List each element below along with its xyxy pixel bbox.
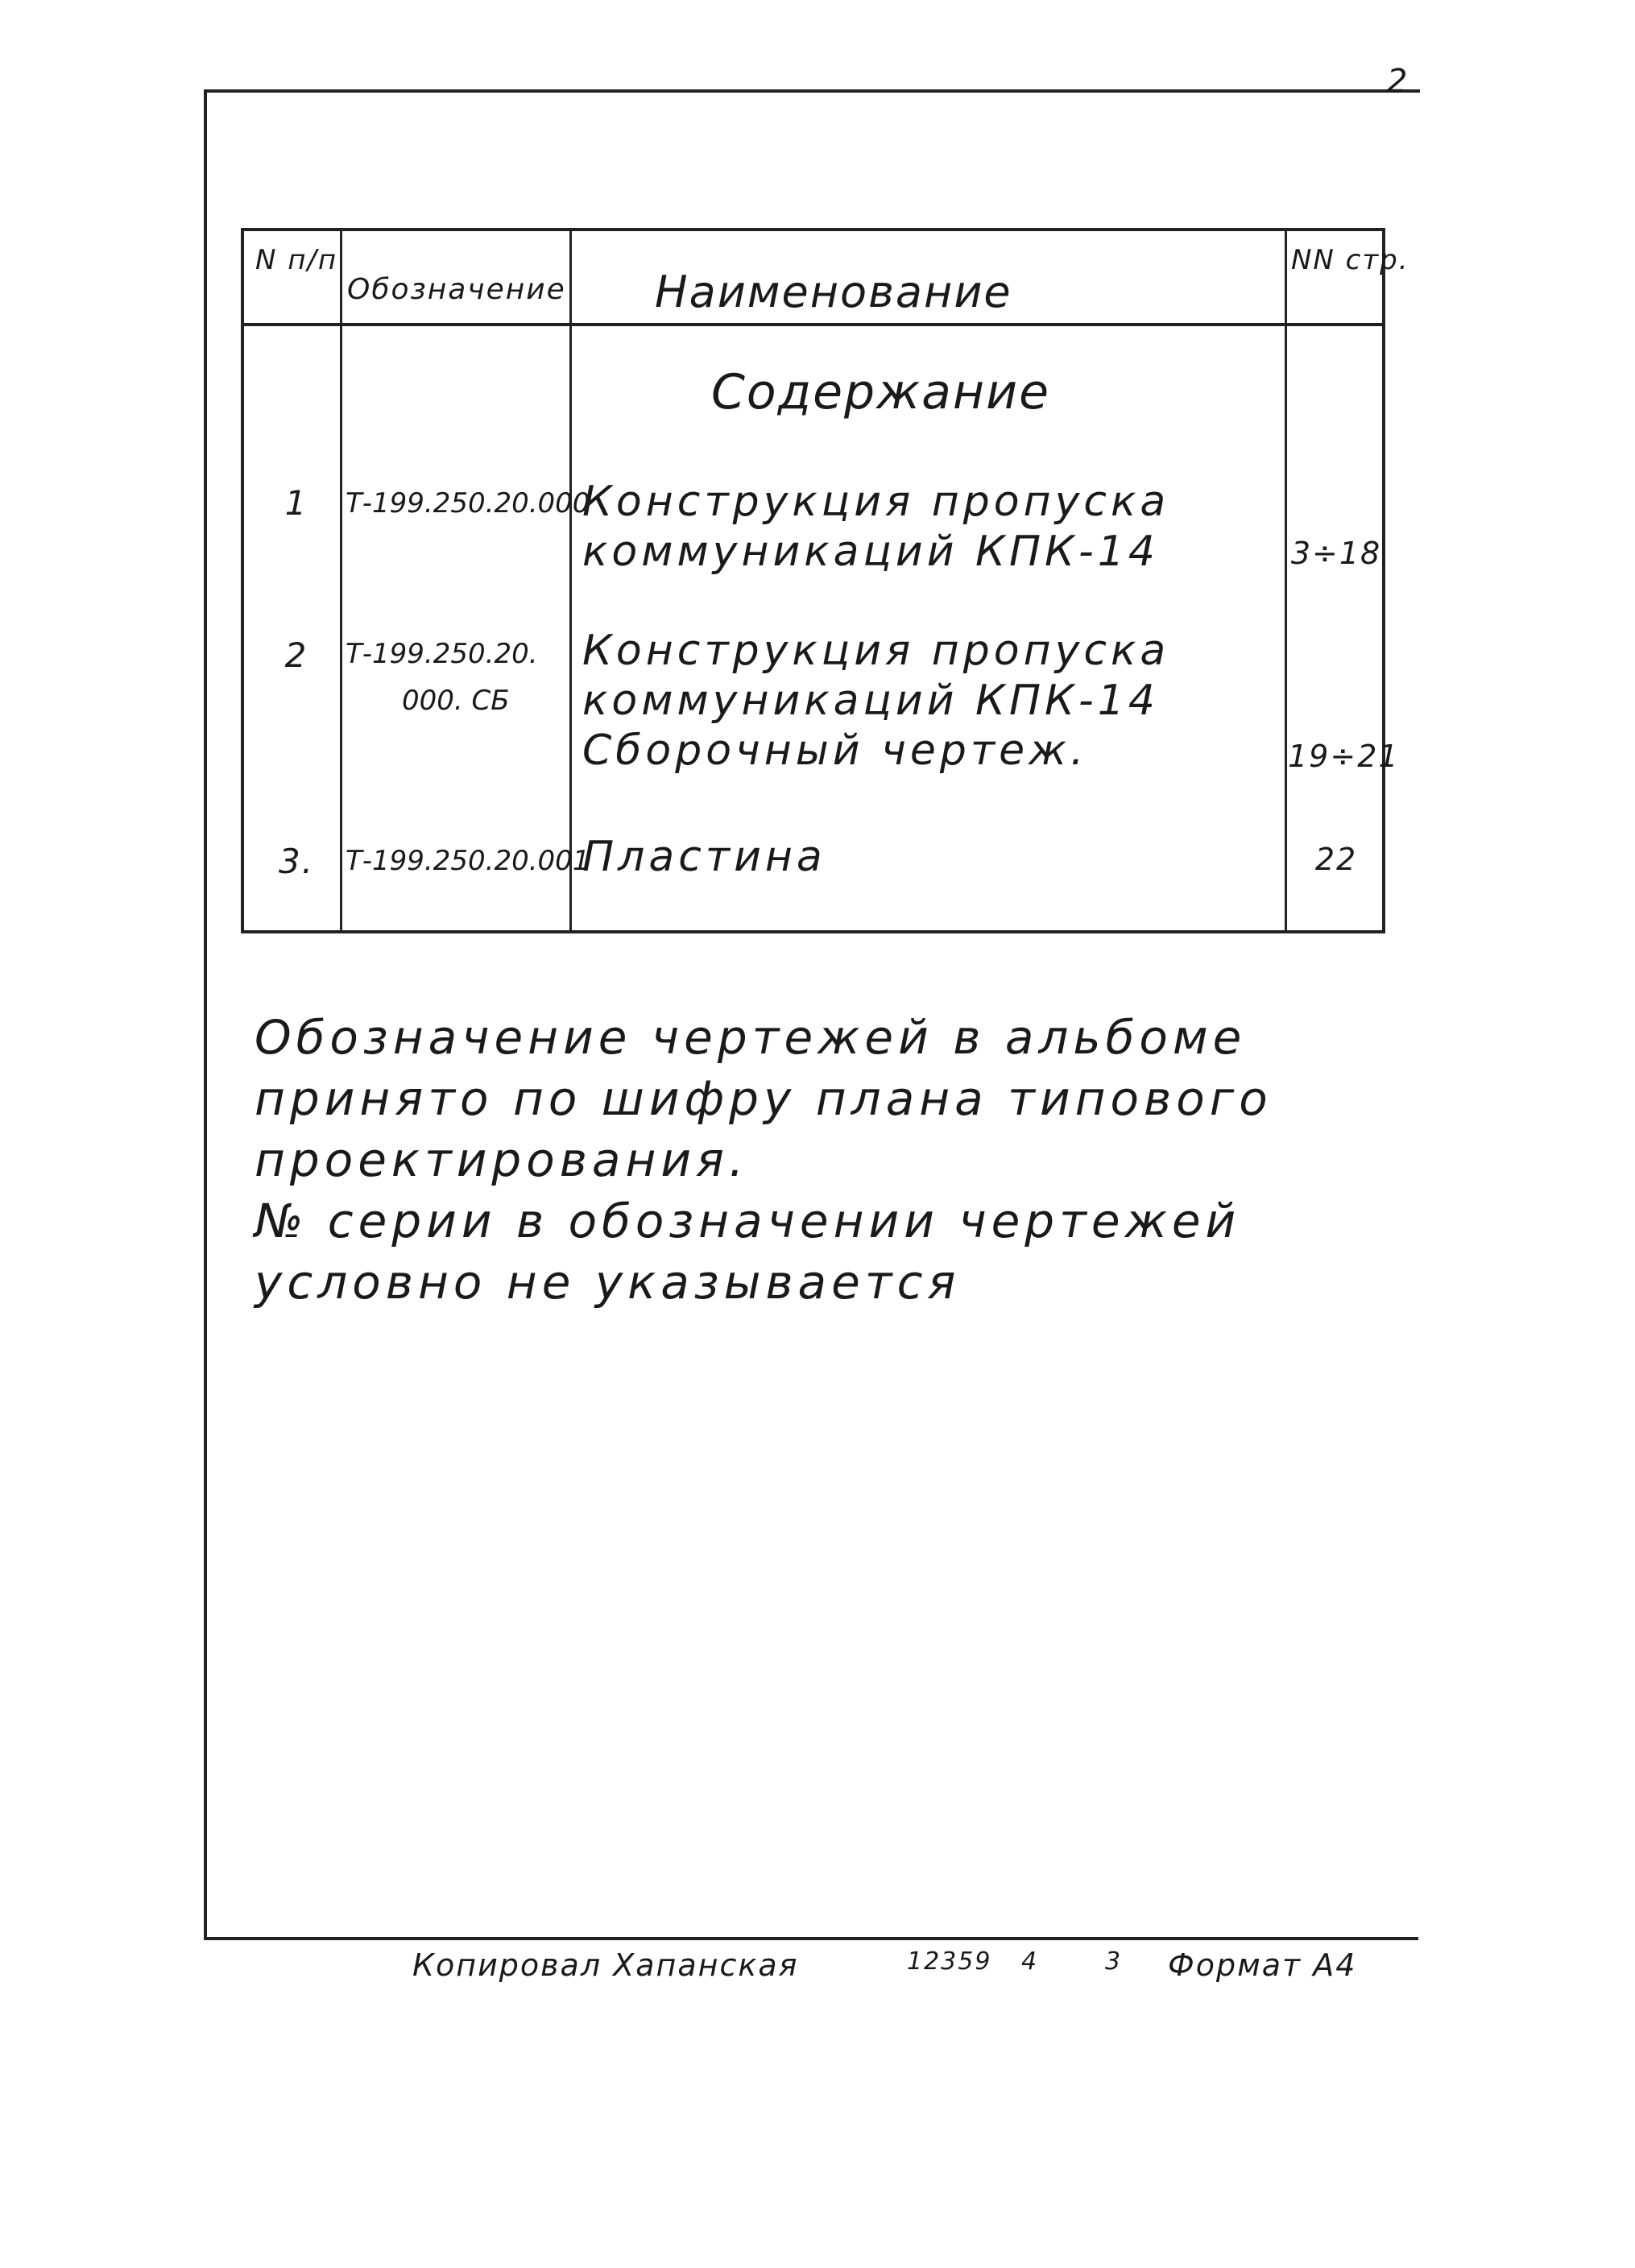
note-line: Обозначение чертежей в альбоме [255,1010,1247,1065]
column-divider [569,231,572,930]
row-number: 2 [284,635,308,675]
page-frame-top-border [205,89,1420,93]
row-number: 1 [284,483,308,523]
section-title: Содержание [711,364,1051,420]
row-name-line: коммуникаций КПК-14 [582,528,1159,576]
row-name [582,477,1169,577]
drawing-notes [255,1007,1382,1313]
row-designation: Т-199.250.20.000 [346,487,590,519]
footer-sheet-count: 3 [1105,1947,1123,1976]
row-designation-line: Т-199.250.20. [346,638,538,670]
header-number-column: N п/п [255,244,338,276]
contents-table [241,228,1409,933]
footer-copied-by: Копировал Хапанская [412,1947,799,1983]
row-pages: 22 [1314,842,1358,877]
row-name [582,832,826,882]
row-name-line: коммуникаций КПК-14 [582,677,1159,725]
row-name-line: Конструкция пропуска [582,478,1170,526]
note-line: условно не указывается [255,1255,961,1310]
header-pages-column: NN стр. [1291,244,1409,276]
page-frame-bottom-border [204,1937,1418,1940]
row-designation [346,638,538,717]
column-divider [1285,231,1287,930]
header-divider [244,323,1382,326]
footer-copy-count: 4 [1021,1947,1039,1976]
row-name-line: Конструкция пропуска [582,627,1170,675]
note-line: проектирования. [255,1132,749,1187]
row-number: 3. [278,842,315,881]
column-divider [340,231,342,930]
row-pages: 19÷21 [1288,739,1400,774]
header-name-column: Наименование [655,267,1012,317]
row-name-line: Сборочный чертеж. [582,726,1088,775]
footer-order-number: 12359 [907,1947,992,1976]
note-line: № серии в обозначении чертежей [255,1194,1241,1248]
page-frame-left-border [204,89,207,1940]
header-designation-column: Обозначение [347,273,566,306]
sheet-number: 2 [1387,63,1409,100]
row-designation: Т-199.250.20.001 [346,845,590,877]
note-line: принято по шифру плана типового [255,1071,1273,1126]
row-pages: 3÷18 [1290,536,1382,571]
row-name [582,626,1169,776]
row-name-line: Пластина [582,833,826,881]
footer-format: Формат А4 [1168,1947,1357,1983]
row-designation-line: 000. СБ [402,685,510,717]
